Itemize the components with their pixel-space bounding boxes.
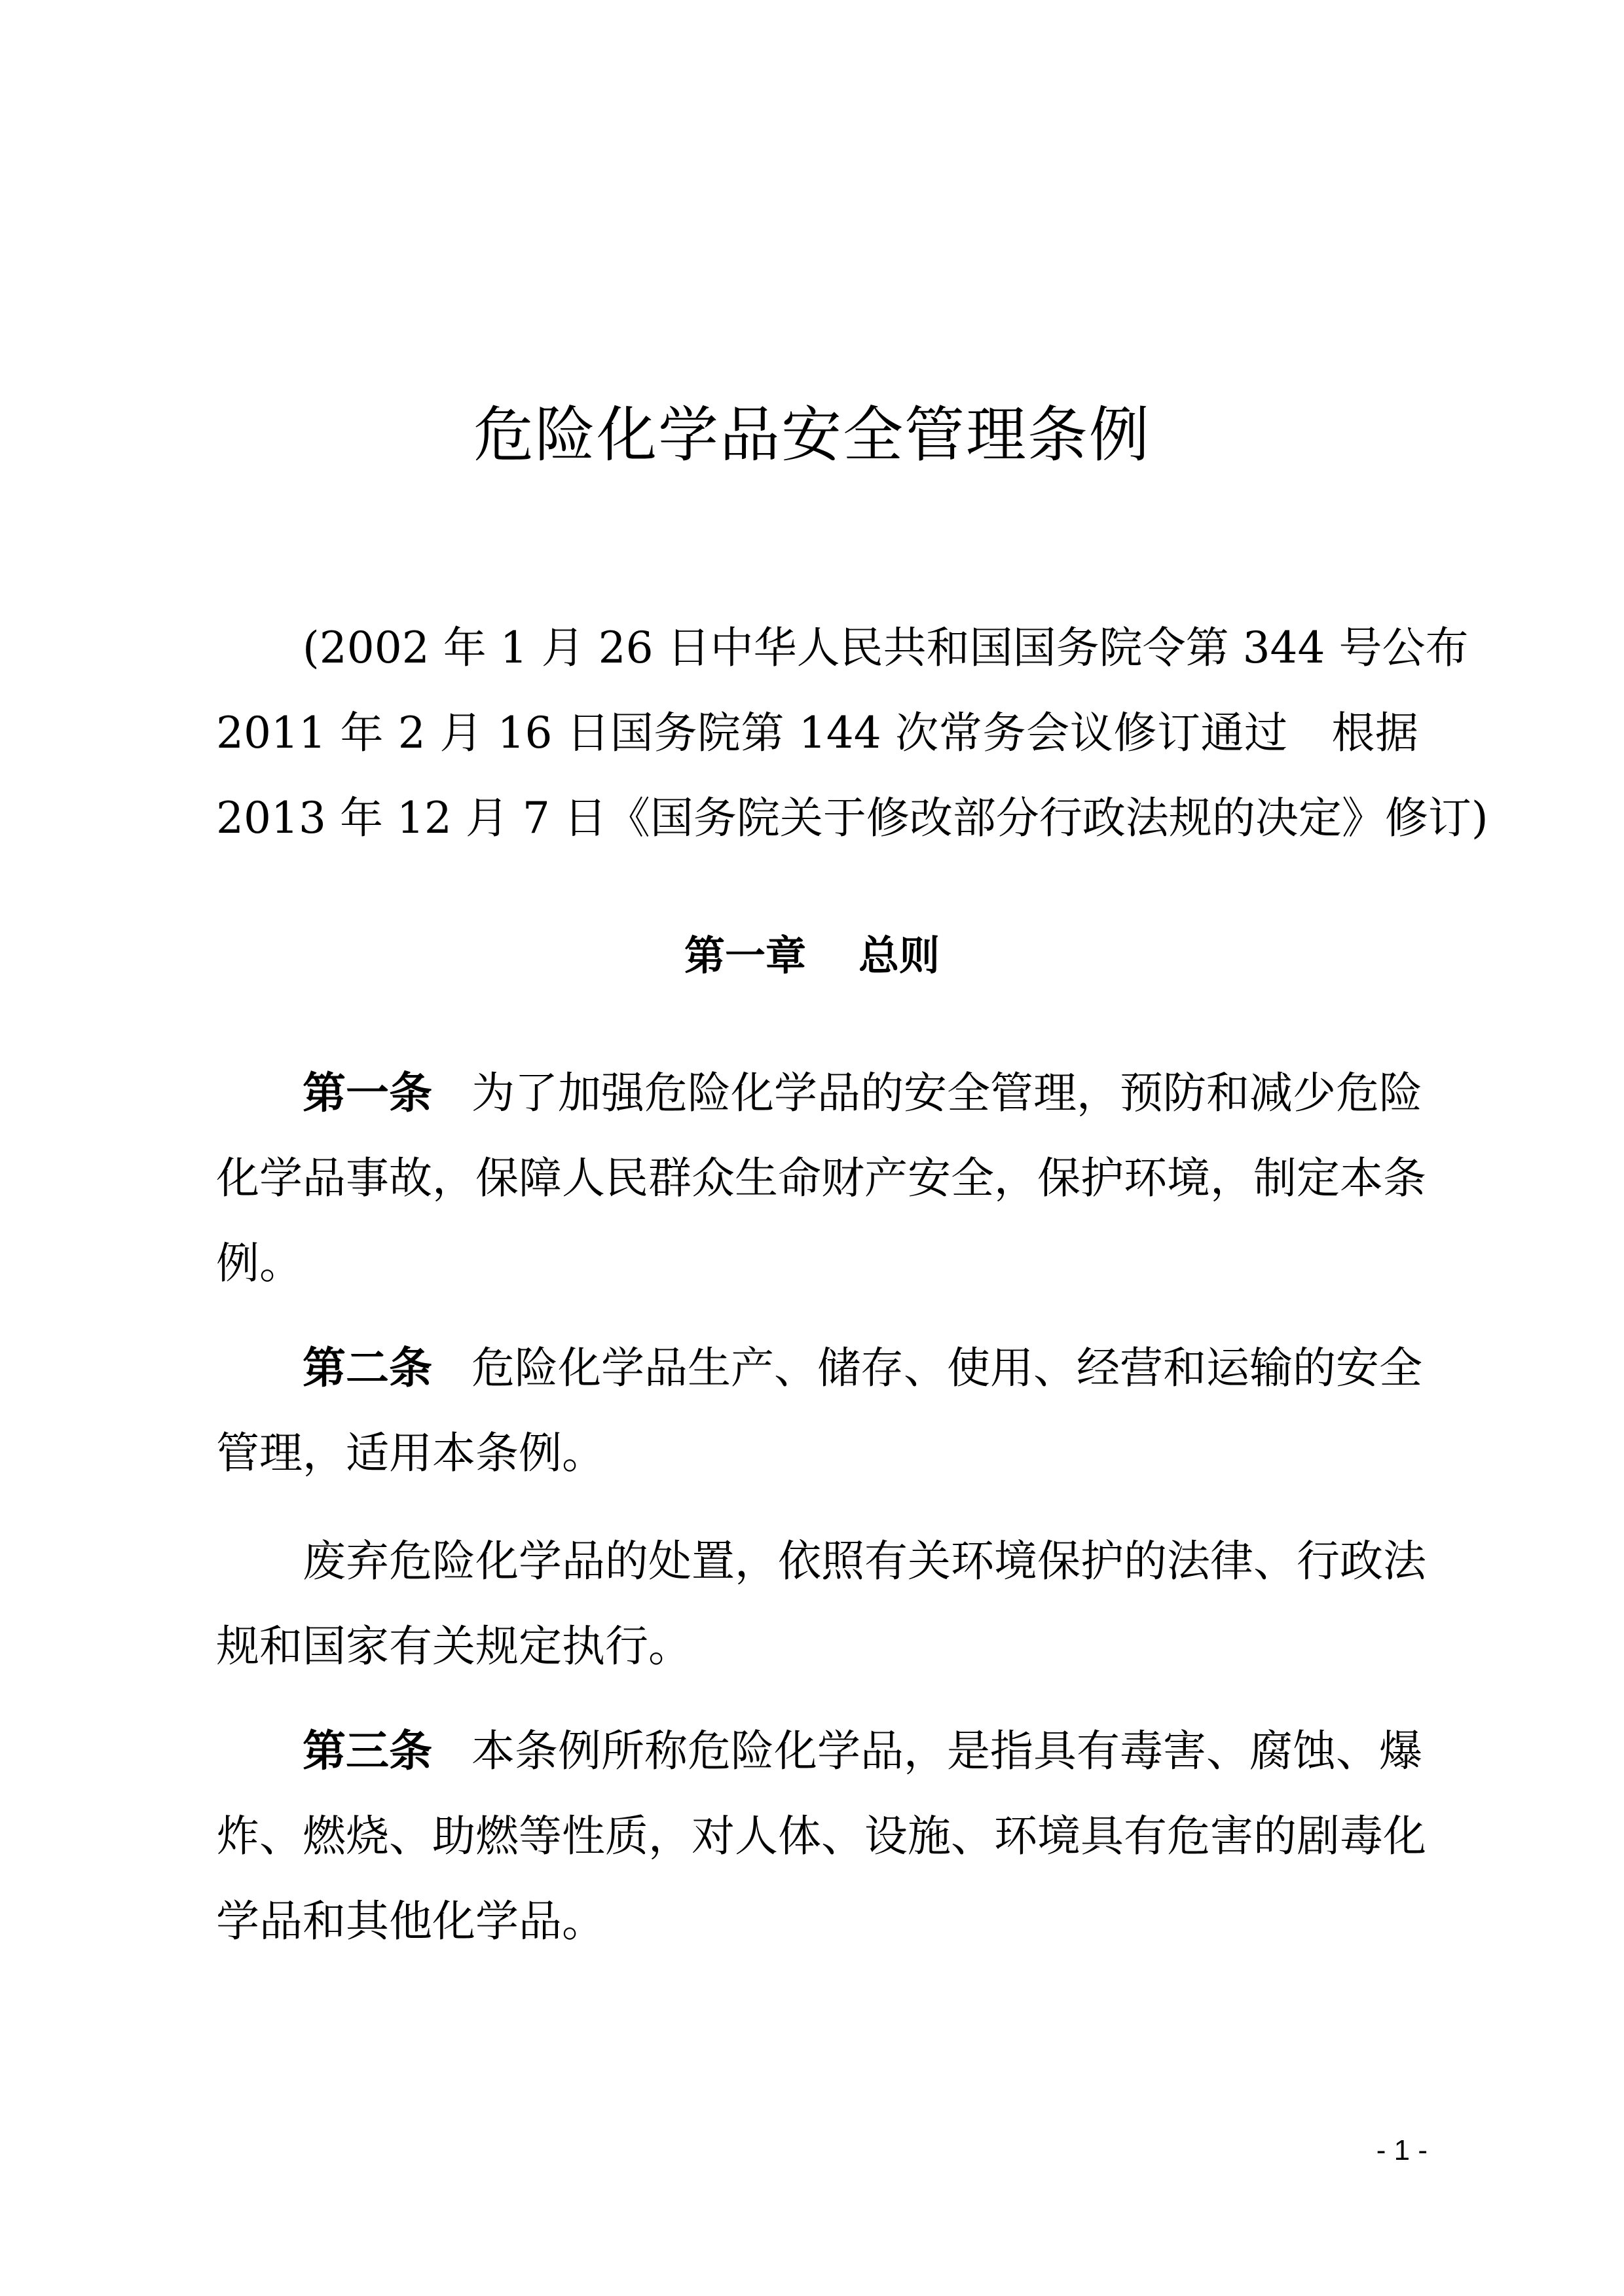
article-line — [216, 1709, 1422, 1794]
article-text: 危险化学品生产、储存、使用、经营和运输的安全 — [471, 1343, 1422, 1393]
article-label: 第三条 — [303, 1726, 432, 1776]
promulgation-note-line: 2013 年 12 月 7 日《国务院关于修改部分行政法规的决定》修订) — [216, 793, 1488, 843]
article-label: 第二条 — [303, 1343, 432, 1393]
article-line: 化学品事故，保障人民群众生命财产安全，保护环境，制定本条 — [216, 1153, 1426, 1203]
article-line — [216, 1051, 1422, 1136]
article-label: 第一条 — [303, 1068, 432, 1118]
article-2 — [216, 1326, 1422, 1496]
article-text: 本条例所称危险化学品，是指具有毒害、腐蚀、爆 — [471, 1726, 1422, 1776]
article-line: 例。 — [216, 1238, 303, 1288]
article-line: 废弃危险化学品的处置，依照有关环境保护的法律、行政法 — [303, 1536, 1426, 1586]
article-line: 炸、燃烧、助燃等性质，对人体、设施、环境具有危害的剧毒化 — [216, 1811, 1426, 1861]
article-line: 学品和其他化学品。 — [216, 1896, 605, 1946]
page-number: - 1 - — [1376, 2134, 1428, 2166]
article-text: 为了加强危险化学品的安全管理，预防和减少危险 — [471, 1068, 1422, 1118]
chapter-number: 第一章 — [684, 932, 806, 979]
article-line: 规和国家有关规定执行。 — [216, 1621, 692, 1671]
chapter-heading — [0, 913, 1624, 998]
article-1 — [216, 1051, 1426, 1306]
article-line — [216, 1326, 1422, 1411]
promulgation-note-line: 2011 年 2 月 16 日国务院第 144 次常务会议修订通过 根据 — [216, 708, 1418, 758]
document-title: 危险化学品安全管理条例 — [473, 400, 1151, 470]
promulgation-note-line: (2002 年 1 月 26 日中华人民共和国国务院令第 344 号公布 — [303, 623, 1469, 673]
promulgation-note — [216, 606, 1488, 861]
article-3 — [216, 1709, 1426, 1964]
chapter-name: 总则 — [858, 932, 940, 979]
article-line: 管理，适用本条例。 — [216, 1428, 605, 1478]
article-2-paragraph-2 — [216, 1519, 1426, 1689]
